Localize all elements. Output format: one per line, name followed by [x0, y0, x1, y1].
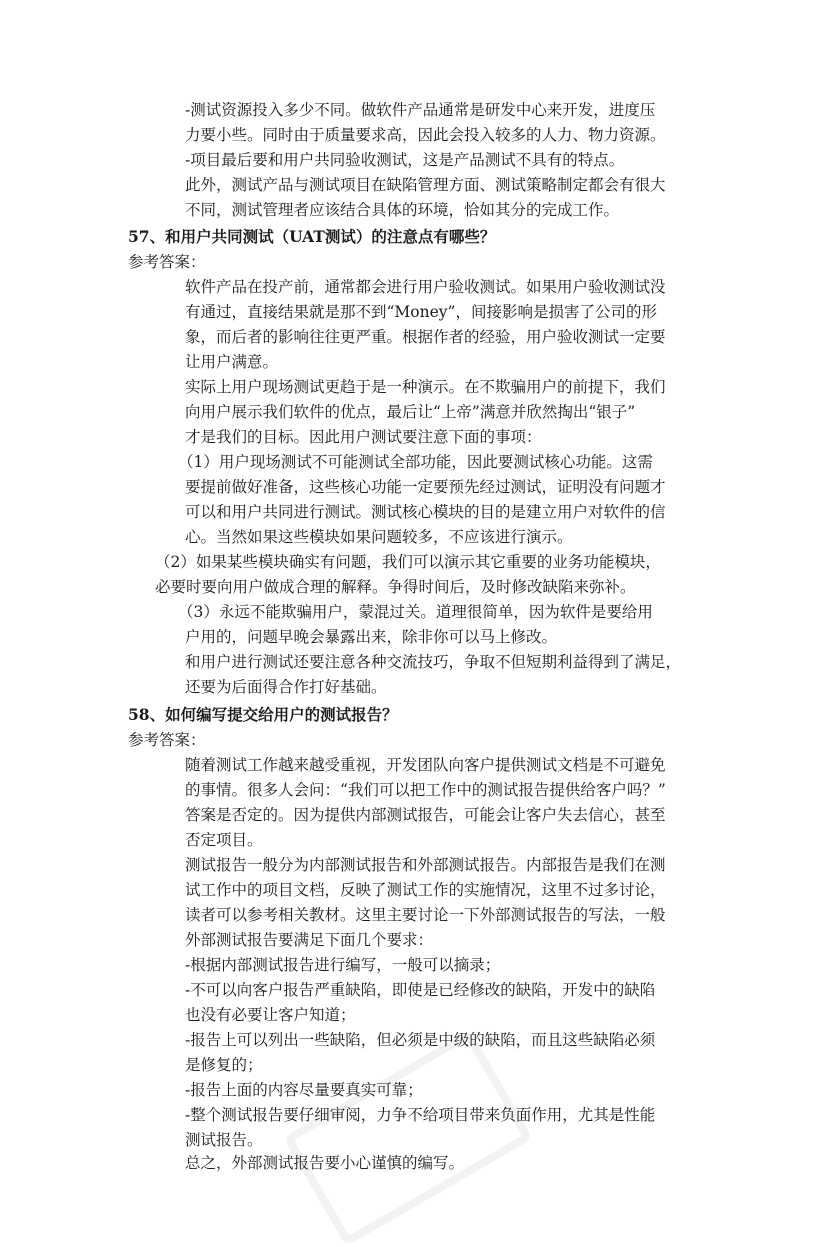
text-line: 试工作中的项目文档，反映了测试工作的实施情况，这里不过多讨论， — [185, 881, 666, 899]
text-line: 心。当然如果这些模块如果问题较多，不应该进行演示。 — [185, 528, 573, 546]
text-line: 否定项目。 — [185, 831, 263, 849]
text-line: 软件产品在投产前，通常都会进行用户验收测试。如果用户验收测试没 — [185, 278, 666, 296]
answer-label: 参考答案： — [128, 731, 206, 749]
text-line: 才是我们的目标。因此用户测试要注意下面的事项： — [185, 428, 542, 446]
text-line: -测试资源投入多少不同。做软件产品通常是研发中心来开发，进度压 — [185, 101, 656, 119]
text-line: -报告上面的内容尽量要真实可靠； — [185, 1081, 423, 1099]
answer-label: 参考答案： — [128, 253, 206, 271]
question-58-heading: 58、如何编写提交给用户的测试报告？ — [128, 705, 398, 724]
text-line: 随着测试工作越来越受重视，开发团队向客户提供测试文档是不可避免 — [185, 756, 666, 774]
text-line: 测试报告。 — [185, 1131, 263, 1149]
text-line: （2）如果某些模块确实有问题，我们可以演示其它重要的业务功能模块， — [155, 553, 661, 571]
text-line: 的事情。很多人会问：“我们可以把工作中的测试报告提供给客户吗？” — [185, 781, 666, 799]
text-line: 还要为后面得合作打好基础。 — [185, 678, 387, 696]
text-line: 向用户展示我们软件的优点，最后让“上帝”满意并欣然掏出“银子” — [185, 403, 636, 421]
text-line: 让用户满意。 — [185, 353, 279, 371]
text-line: 要提前做好准备，这些核心功能一定要预先经过测试，证明没有问题才 — [185, 478, 666, 496]
text-line: 必要时要向用户做成合理的解释。争得时间后，及时修改缺陷来弥补。 — [155, 578, 636, 596]
text-line: 户用的，问题早晚会暴露出来，除非你可以马上修改。 — [185, 628, 558, 646]
text-line: 总之，外部测试报告要小心谨慎的编写。 — [185, 1154, 465, 1172]
text-line: -项目最后要和用户共同验收测试，这是产品测试不具有的特点。 — [185, 151, 625, 169]
text-line: -整个测试报告要仔细审阅，力争不给项目带来负面作用，尤其是性能 — [185, 1106, 656, 1124]
text-line: 是修复的； — [185, 1056, 263, 1074]
text-line: 外部测试报告要满足下面几个要求： — [185, 931, 434, 949]
text-line: 力要小些。同时由于质量要求高，因此会投入较多的人力、物力资源。 — [185, 126, 666, 144]
text-line: 读者可以参考相关教材。这里主要讨论一下外部测试报告的写法，一般 — [185, 906, 666, 924]
text-line: （1）用户现场测试不可能测试全部功能，因此要测试核心功能。这需 — [178, 453, 653, 471]
text-line: 答案是否定的。因为提供内部测试报告，可能会让客户失去信心，甚至 — [185, 806, 666, 824]
text-line: 实际上用户现场测试更趋于是一种演示。在不欺骗用户的前提下，我们 — [185, 378, 666, 396]
question-57-heading: 57、和用户共同测试（UAT测试）的注意点有哪些？ — [128, 227, 496, 246]
text-line: 不同，测试管理者应该结合具体的环境，恰如其分的完成工作。 — [185, 201, 620, 219]
text-line: 象，而后者的影响往往更严重。根据作者的经验，用户验收测试一定要 — [185, 328, 666, 346]
text-line: （3）永远不能欺骗用户，蒙混过关。道理很简单，因为软件是要给用 — [178, 603, 653, 621]
text-line: -报告上可以列出一些缺陷，但必须是中级的缺陷，而且这些缺陷必须 — [185, 1031, 656, 1049]
text-line: 可以和用户共同进行测试。测试核心模块的目的是建立用户对软件的信 — [185, 503, 666, 521]
watermark-stamp — [283, 1029, 533, 1246]
text-line: 测试报告一般分为内部测试报告和外部测试报告。内部报告是我们在测 — [185, 856, 666, 874]
text-line: 也没有必要让客户知道； — [185, 1006, 356, 1024]
text-line: 和用户进行测试还要注意各种交流技巧，争取不但短期利益得到了满足， — [185, 653, 682, 671]
text-line: -根据内部测试报告进行编写，一般可以摘录； — [185, 956, 501, 974]
text-line: -不可以向客户报告严重缺陷，即使是已经修改的缺陷，开发中的缺陷 — [185, 981, 656, 999]
text-line: 有通过，直接结果就是那不到“Money”，间接影响是损害了公司的形 — [185, 303, 657, 321]
text-line: 此外，测试产品与测试项目在缺陷管理方面、测试策略制定都会有很大 — [185, 176, 666, 194]
